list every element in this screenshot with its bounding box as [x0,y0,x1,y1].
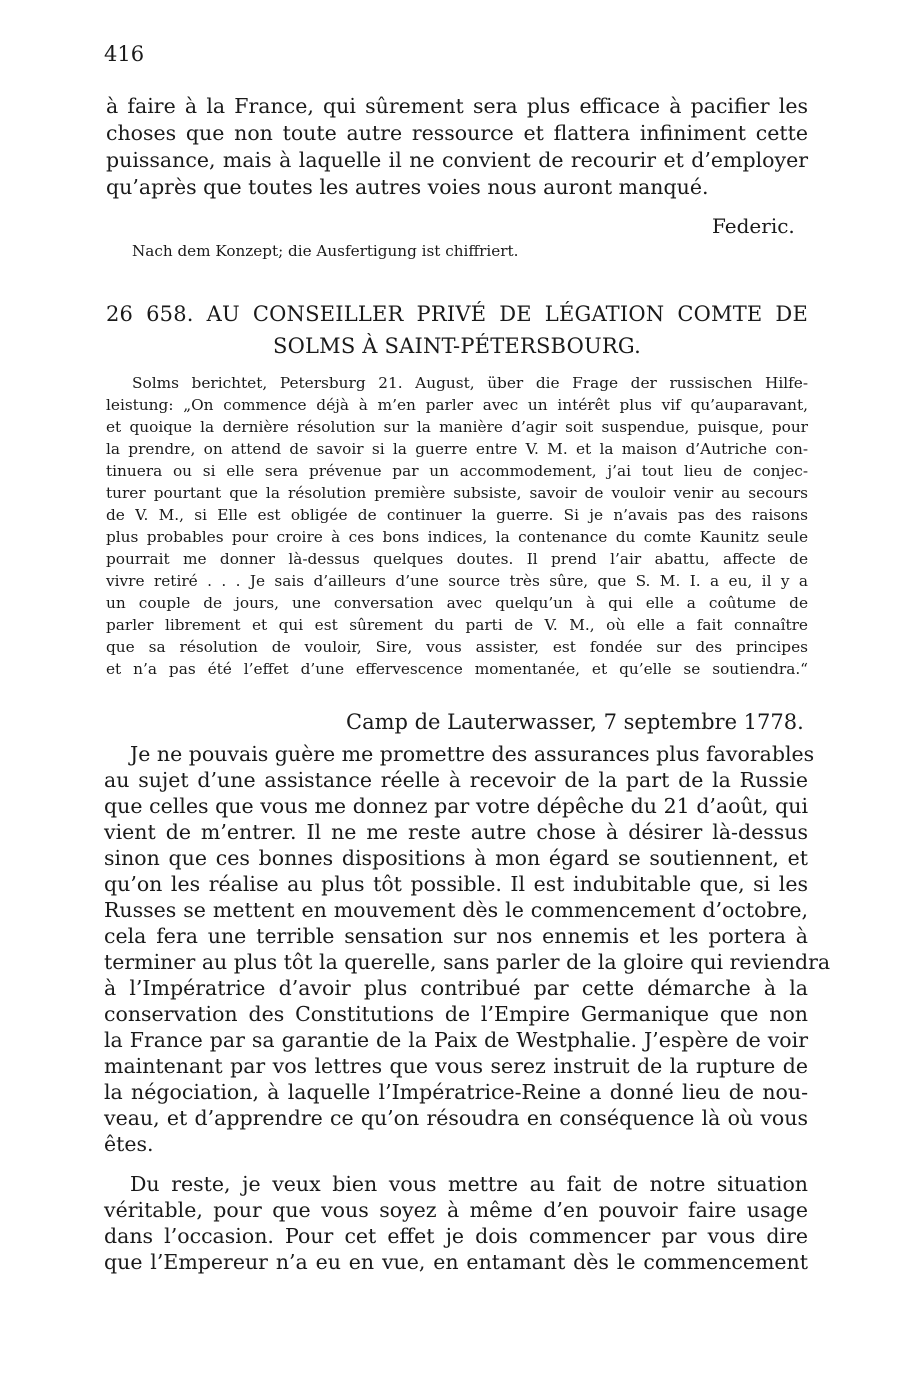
body-line: la négociation, à laquelle l’Impératrice-Reine a donné lieu de nou- [104,1080,808,1104]
text-line: puissance, mais à laquelle il ne convient de recourir et d’employer [106,148,808,172]
body-line: la France par sa garantie de la Paix de Westphalie. J’espère de voir [104,1028,808,1052]
signature: Federic. [712,214,795,238]
body-line: cela fera une terrible sensation sur nos ennemis et les portera à [104,924,808,948]
body-line: Russes se mettent en mouvement dès le commencement d’octobre, [104,898,808,922]
body-line: Du reste, je veux bien vous mettre au fait de notre situation [130,1172,808,1196]
summary-line: de V. M., si Elle est obligée de continuer la guerre. Si je n’avais pas des raisons [106,506,808,524]
summary-line: parler librement et qui est sûrement du parti de V. M., où elle a fait connaître [106,616,808,634]
body-line: qu’on les réalise au plus tôt possible. Il est indubitable que, si les [104,872,808,896]
body-line: que l’Empereur n’a eu en vue, en entamant dès le commencement [104,1250,808,1274]
dateline: Camp de Lauterwasser, 7 septembre 1778. [346,710,804,734]
text-line: à faire à la France, qui sûrement sera plus efficace à pacifier les [106,94,808,118]
letter-heading-line-2: SOLMS À SAINT-PÉTERSBOURG. [272,334,641,358]
summary-line: Solms berichtet, Petersburg 21. August, über die Frage der russischen Hilfe- [132,374,808,392]
summary-line: que sa résolution de vouloir, Sire, vous assister, est fondée sur des principes [106,638,808,656]
body-line: sinon que ces bonnes dispositions à mon égard se soutiennent, et [104,846,808,870]
summary-line: et quoique la dernière résolution sur la manière d’agir soit suspendue, puisque, pour [106,418,808,436]
summary-line: un couple de jours, une conversation avec quelqu’un à qui elle a coûtume de [106,594,808,612]
body-line: vient de m’entrer. Il ne me reste autre chose à désirer là-dessus [104,820,808,844]
page-number: 416 [104,42,145,66]
letter-heading-line-1: 26 658. AU CONSEILLER PRIVÉ DE LÉGATION COMTE DE [106,302,808,326]
body-line: Je ne pouvais guère me promettre des assurances plus favorables [130,742,815,766]
body-line: veau, et d’apprendre ce qu’on résoudra en conséquence là où vous [104,1106,808,1130]
text-line: choses que non toute autre ressource et flattera infiniment cette [106,121,808,145]
summary-line: pourrait me donner là-dessus quelques doutes. Il prend l’air abattu, affecte de [106,550,808,568]
body-line: maintenant par vos lettres que vous serez instruit de la rupture de [104,1054,808,1078]
body-line: êtes. [104,1132,154,1156]
body-line: au sujet d’une assistance réelle à recevoir de la part de la Russie [104,768,808,792]
body-line: à l’Impératrice d’avoir plus contribué par cette démarche à la [104,976,808,1000]
summary-line: turer pourtant que la résolution première subsiste, savoir de vouloir venir au secours [106,484,808,502]
summary-line: plus probables pour croire à ces bons indices, la contenance du comte Kaunitz seule [106,528,808,546]
body-line: dans l’occasion. Pour cet effet je dois commencer par vous dire [104,1224,808,1248]
summary-line: et n’a pas été l’effet d’une effervescence momentanée, et qu’elle se soutiendra.“ [106,660,808,678]
body-line: véritable, pour que vous soyez à même d’en pouvoir faire usage [104,1198,808,1222]
text-line: qu’après que toutes les autres voies nous auront manqué. [106,175,709,199]
body-line: que celles que vous me donnez par votre dépêche du 21 d’août, qui [104,794,808,818]
summary-line: tinuera ou si elle sera prévenue par un accommodement, j’ai tout lieu de conjec- [106,462,808,480]
summary-line: la prendre, on attend de savoir si la guerre entre V. M. et la maison d’Autriche con- [106,440,808,458]
body-line: terminer au plus tôt la querelle, sans parler de la gloire qui reviendra [104,950,831,974]
summary-line: vivre retiré . . . Je sais d’ailleurs d’une source très sûre, que S. M. I. a eu, il y a [106,572,808,590]
source-note: Nach dem Konzept; die Ausfertigung ist chiffriert. [132,242,519,260]
body-line: conservation des Constitutions de l’Empire Germanique que non [104,1002,808,1026]
summary-line: leistung: „On commence déjà à m’en parler avec un intérêt plus vif qu’auparavant, [106,396,808,414]
